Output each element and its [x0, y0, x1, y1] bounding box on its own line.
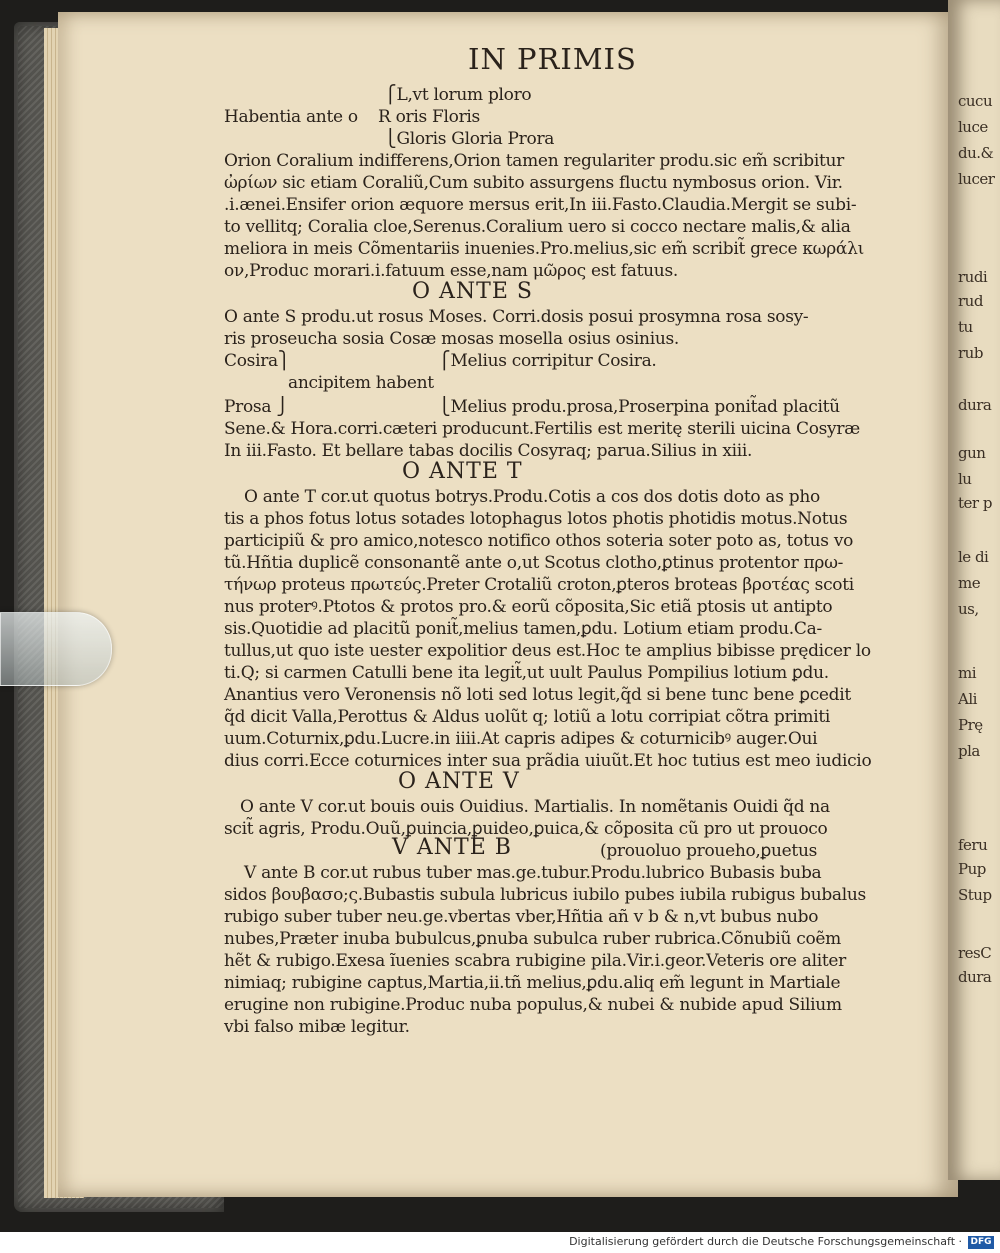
- text-line: nus proterꝰ.Ptotos & protos pro.& eorũ cõposita,Sic etiã ptosis ut antipto: [224, 597, 833, 617]
- right-page-fragment: le di: [958, 548, 989, 566]
- right-page-fragment: Prę: [958, 716, 983, 734]
- footer-bar: [0, 1232, 1000, 1253]
- text-line: dius corri.Ecce coturnices inter sua prãdia uiuũt.Et hoc tutius est meo iudicio: [224, 751, 872, 771]
- right-page-fragment: cucu: [958, 92, 993, 110]
- text-line: rubigo suber tuber neu.ge.vbertas vber,Hñtia añ v b & n,vt bubus nubo: [224, 907, 819, 927]
- text-line: ti.Q; si carmen Catulli bene ita legit̃,ut uult Paulus Pompilius lotium ꝑdu.: [224, 663, 829, 683]
- right-page-fragment: dura: [958, 968, 992, 986]
- text-line: hẽt & rubigo.Exesa ĩuenies scabra rubigine pila.Vir.i.geor.Veteris ore aliter: [224, 951, 846, 971]
- text-line: scit̃ agris, Produ.Ouũ,ꝑuincia,ꝑuideo,ꝑuica,& cõposita cũ pro ut prouoco: [224, 819, 828, 839]
- text-line: nubes,Præter inuba bubulcus,ꝑnuba subulca ruber rubrica.Cõnubiũ coẽm: [224, 929, 841, 949]
- right-page-fragment: ter p: [958, 494, 992, 512]
- text-line: ancipitem habent: [288, 373, 434, 393]
- text-line: Orion Coralium indifferens,Orion tamen regulariter produ.sic em̃ scribitur: [224, 151, 845, 171]
- right-page-fragment: rudi: [958, 268, 988, 286]
- text-line: O ante V cor.ut bouis ouis Ouidius. Martialis. In nomẽtanis Ouidi q̃d na: [240, 797, 830, 817]
- right-page-fragment: rub: [958, 344, 983, 362]
- text-line: vbi falso mibæ legitur.: [224, 1017, 410, 1037]
- text-line: In iii.Fasto. Et bellare tabas docilis Cosyraq; parua.Silius in xiii.: [224, 441, 753, 461]
- right-page-fragment: Pup: [958, 860, 986, 878]
- section-heading: V ANTE B: [392, 835, 512, 860]
- text-line: uum.Coturnix,ꝑdu.Lucre.in iiii.At capris adipes & coturnicibꝰ auger.Oui: [224, 729, 818, 749]
- footer-credit: Digitalisierung gefördert durch die Deutsche Forschungsgemeinschaft ·: [569, 1235, 962, 1248]
- text-line: tis a phos fotus lotus sotades lotophagus lotos photis photidis motus.Notus: [224, 509, 848, 529]
- text-line: sis.Quotidie ad placitũ ponit̃,melius tamen,ꝑdu. Lotium etiam produ.Ca‑: [224, 619, 822, 639]
- right-page-fragment: mi: [958, 664, 977, 682]
- text-line: tũ.Hñtia duplicẽ consonantẽ ante o,ut Scotus clotho,ꝑtinus protentor πρω‑: [224, 553, 844, 573]
- text-line: tullus,ut quo iste uester expolitior deus est.Hoc te amplius bibisse prędicer lo: [224, 641, 871, 661]
- text-line: ⎧Melius corripitur Cosira.: [438, 351, 657, 371]
- text-line: O ante S produ.ut rosus Moses. Corri.dosis posui prosymna rosa sosy‑: [224, 307, 809, 327]
- text-line: participiũ & pro amico,notesco notifico othos soteria soter poto as, totus vo: [224, 531, 854, 551]
- text-line: ὠρίων sic etiam Coraliũ,Cum subito assurgens fluctu nymbosus orion. Vir.: [224, 173, 843, 193]
- section-heading: O ANTE T: [402, 459, 523, 484]
- right-page-fragment: luce: [958, 118, 988, 136]
- text-line: O ante T cor.ut quotus botrys.Produ.Cotis a cos dos dotis doto as pho: [244, 487, 820, 507]
- text-line: ον,Produc morari.i.fatuum esse,nam μῶρος est fatuus.: [224, 261, 678, 281]
- text-line: nimiaq; rubigine captus,Martia,ii.tñ melius,ꝑdu.aliq em̃ legunt in Martiale: [224, 973, 841, 993]
- right-page-fragment: lucer: [958, 170, 995, 188]
- text-line: sidos βουβασο;ς.Bubastis subula lubricus iubilo pubes iubila rubigus bubalus: [224, 885, 866, 905]
- text-line: erugine non rubigine.Produc nuba populus,& nubei & nubide apud Silium: [224, 995, 842, 1015]
- right-page-fragment: tu: [958, 318, 973, 336]
- right-page-fragment: dura: [958, 396, 992, 414]
- text-line: Habentia ante o: [224, 107, 358, 127]
- text-line: (prouoluo proueho,ꝑuetus: [600, 841, 818, 861]
- dfg-logo: DFG: [968, 1236, 994, 1249]
- right-page-fragment: feru: [958, 836, 988, 854]
- right-page-fragment: lu: [958, 470, 972, 488]
- text-line: Sene.& Hora.corri.cæteri producunt.Fertilis est meritę sterili uicina Cosyræ: [224, 419, 860, 439]
- text-line: V ante B cor.ut rubus tuber mas.ge.tubur.Produ.lubrico Bubasis buba: [244, 863, 822, 883]
- text-line: to vellitq; Coralia cloe,Serenus.Coralium uero si cocco nectare malis,& alia: [224, 217, 851, 237]
- right-page-fragment: rud: [958, 292, 983, 310]
- text-line: ⎩Gloris Gloria Prora: [384, 129, 555, 149]
- text-line: τήνωρ proteus πρωτεύς.Preter Crotaliũ croton,ꝑteros broteas βροτέας scoti: [224, 575, 854, 595]
- section-heading: O ANTE V: [398, 769, 520, 794]
- text-line: Anantius vero Veronensis nõ loti sed lotus legit,q̃d si bene tunc bene ꝑcedit: [224, 685, 851, 705]
- right-page-fragment: du.&: [958, 144, 994, 162]
- page-title: IN PRIMIS: [468, 42, 637, 76]
- right-page-fragment: pla: [958, 742, 980, 760]
- right-page-fragment: Ali: [958, 690, 977, 708]
- right-page-fragment: us,: [958, 600, 979, 618]
- right-page-fragment: Stup: [958, 886, 992, 904]
- text-line: R oris Floris: [378, 107, 480, 127]
- text-line: ⎧L,vt lorum ploro: [384, 85, 532, 105]
- right-page-fragment: resC: [958, 944, 992, 962]
- text-line: ⎩Melius produ.prosa,Proserpina ponit̃ad placitũ: [438, 397, 840, 417]
- text-line: meliora in meis Cõmentariis inuenies.Pro.melius,sic em̃ scribit̃ grece κωράλι: [224, 239, 864, 259]
- text-line: .i.ænei.Ensifer orion æquore mersus erit,In iii.Fasto.Claudia.Mergit se subi‑: [224, 195, 857, 215]
- text-line: Cosira⎫: [224, 351, 291, 371]
- text-line: ris proseucha sosia Cosæ mosas mosella osius osinius.: [224, 329, 680, 349]
- text-line: Prosa ⎭: [224, 397, 289, 417]
- text-line: q̃d dicit Valla,Perottus & Aldus uolũt q; lotiũ a lotu corripiat cõtra primiti: [224, 707, 831, 727]
- right-page-fragment: gun: [958, 444, 986, 462]
- right-page-fragment: me: [958, 574, 981, 592]
- section-heading: O ANTE S: [412, 279, 533, 304]
